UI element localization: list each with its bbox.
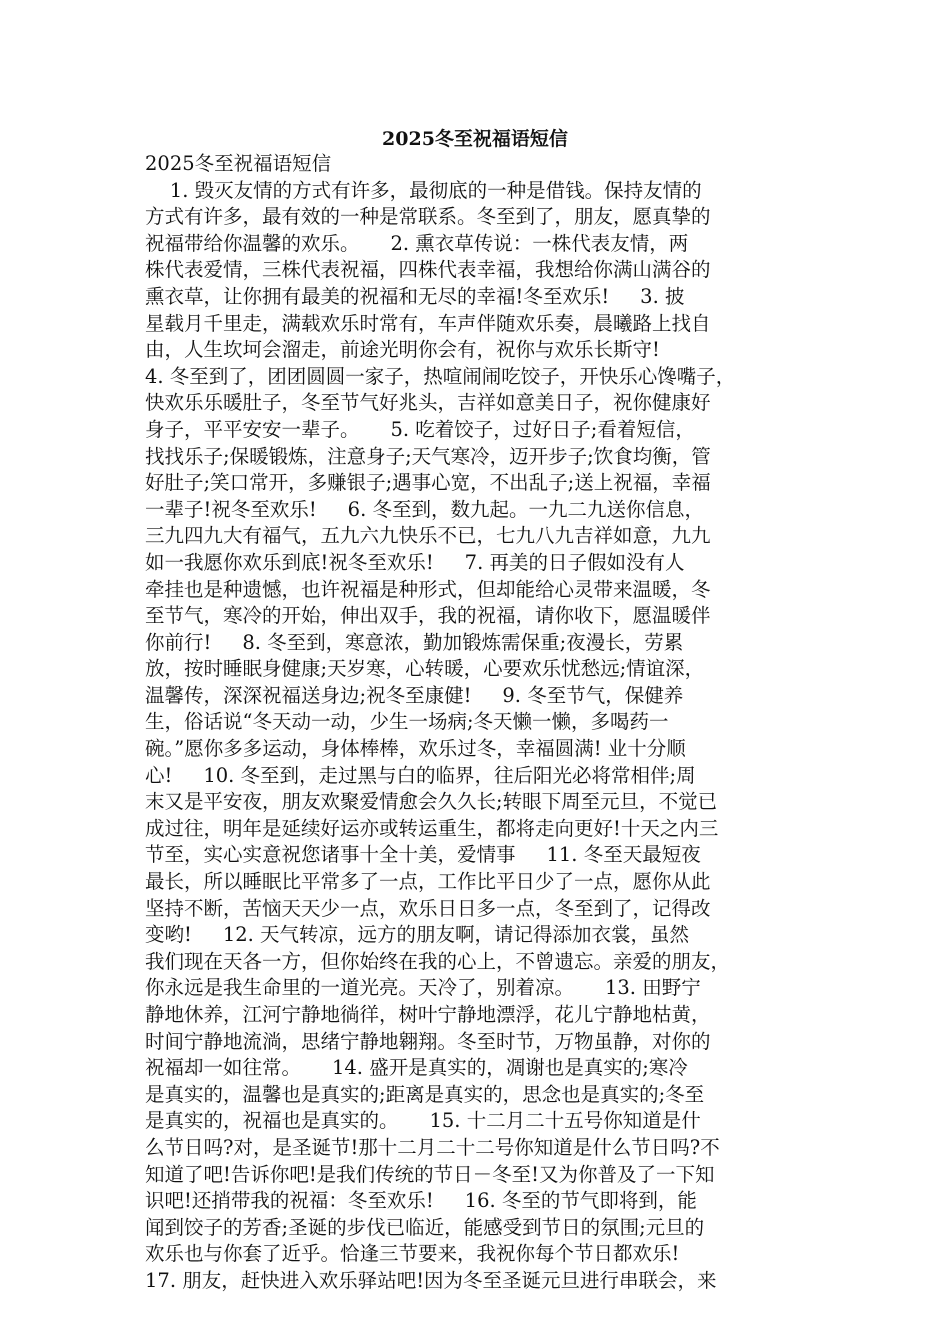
body-line: 17. 朋友，赶快进入欢乐驿站吧!因为冬至圣诞元旦进行串联会，来 (145, 1268, 717, 1292)
body-line: 时间宁静地流淌，思绪宁静地翱翔。冬至时节，万物虽静，对你的 (145, 1029, 711, 1053)
body-line: 星载月千里走，满载欢乐时常有，车声伴随欢乐奏，晨曦路上找自 (145, 311, 711, 335)
body-line: 放，按时睡眠身健康;天岁寒，心转暖，心要欢乐忧愁远;情谊深， (145, 657, 705, 681)
body-line: 末又是平安夜，朋友欢聚爱情愈会久久长;转眼下周至元旦，不觉已 (145, 790, 718, 814)
body-line: 你前行! 8. 冬至到，寒意浓，勤加锻炼需保重;夜漫长，劳累 (145, 630, 684, 654)
body-line: 一辈子!祝冬至欢乐! 6. 冬至到，数九起。一九二九送你信息， (145, 497, 704, 521)
body-line: 株代表爱情，三株代表祝福，四株代表幸福，我想给你满山满谷的 (145, 258, 711, 282)
body-line: 你永远是我生命里的一道光亮。天冷了，别着凉。 13. 田野宁 (145, 976, 701, 1000)
body-line: 闻到饺子的芳香;圣诞的步伐已临近，能感受到节日的氛围;元旦的 (145, 1215, 705, 1239)
body-line: 变哟! 12. 天气转凉，远方的朋友啊，请记得添加衣裳，虽然 (145, 923, 690, 947)
body-line: 识吧!还捎带我的祝福：冬至欢乐! 16. 冬至的节气即将到，能 (145, 1189, 697, 1213)
document-body (145, 151, 815, 1295)
body-line: 么节日吗?对，是圣诞节!那十二月二十二号你知道是什么节日吗?不 (145, 1135, 720, 1159)
body-line: 三九四九大有福气，五九六九快乐不已，七九八九吉祥如意，九九 (145, 524, 711, 548)
body-line: 知道了吧!告诉你吧!是我们传统的节日－冬至!又为你普及了一下知 (145, 1162, 715, 1186)
body-line: 2025冬至祝福语短信 (145, 152, 332, 175)
body-line: 由，人生坎坷会溜走，前途光明你会有，祝你与欢乐长斯守! (145, 338, 660, 362)
body-line: 1. 毁灭友情的方式有许多，最彻底的一种是借钱。保持友情的 (145, 178, 702, 202)
body-line: 是真实的，祝福也是真实的。 15. 十二月二十五号你知道是什 (145, 1109, 701, 1133)
body-line: 成过往，明年是延续好运亦或转运重生，都将走向更好!十天之内三 (145, 816, 719, 840)
body-line: 如一我愿你欢乐到底!祝冬至欢乐! 7. 再美的日子假如没有人 (145, 550, 685, 574)
body-line: 至节气，寒冷的开始，伸出双手，我的祝福，请你收下，愿温暖伴 (145, 604, 711, 628)
body-line: 快欢乐乐暖肚子，冬至节气好兆头，吉祥如意美日子，祝你健康好 (145, 391, 711, 415)
body-line: 心! 10. 冬至到，走过黑与白的临界，往后阳光必将常相伴;周 (145, 763, 696, 787)
document-title: 2025冬至祝福语短信 (382, 128, 568, 150)
body-line: 牵挂也是种遗憾，也许祝福是种形式，但却能给心灵带来温暖，冬 (145, 577, 711, 601)
body-line: 是真实的，温馨也是真实的;距离是真实的，思念也是真实的;冬至 (145, 1082, 705, 1106)
body-line: 方式有许多，最有效的一种是常联系。冬至到了，朋友，愿真挚的 (145, 205, 711, 229)
body-line: 碗。”愿你多多运动，身体棒棒，欢乐过冬，幸福圆满! 业十分顺 (145, 737, 686, 761)
body-line: 节至，实心实意祝您诸事十全十美，爱情事 11. 冬至天最短夜 (145, 843, 701, 867)
body-line: 静地休养，江河宁静地徜徉，树叶宁静地漂浮，花儿宁静地枯黄， (145, 1003, 711, 1026)
body-line: 温馨传，深深祝福送身边;祝冬至康健! 9. 冬至节气，保健养 (145, 683, 684, 707)
body-line: 好肚子;笑口常开，多赚银子;遇事心宽，不出乱子;送上祝福，幸福 (145, 471, 711, 495)
body-line: 最长，所以睡眠比平常多了一点，工作比平日少了一点，愿你从此 (145, 870, 711, 894)
body-line: 欢乐也与你套了近乎。恰逢三节要来，我祝你每个节日都欢乐! (145, 1242, 680, 1266)
body-line: 熏衣草，让你拥有最美的祝福和无尽的幸福!冬至欢乐! 3. 披 (145, 284, 685, 308)
body-line: 祝福带给你温馨的欢乐。 2. 熏衣草传说：一株代表友情，两 (145, 231, 689, 255)
body-line: 祝福却一如往常。 14. 盛开是真实的，凋谢也是真实的;寒冷 (145, 1056, 688, 1080)
body-line: 4. 冬至到了，团团圆圆一家子，热喧闹闹吃饺子，开快乐心馋嘴子， (145, 364, 736, 388)
body-line: 生，俗话说“冬天动一动，少生一场病;冬天懒一懒，多喝药一 (145, 710, 669, 734)
body-line: 身子，平平安安一辈子。 5. 吃着饺子，过好日子;看着短信， (145, 417, 695, 441)
body-line: 坚持不断，苦恼天天少一点，欢乐日日多一点，冬至到了，记得改 (145, 896, 711, 920)
body-line: 找找乐子;保暖锻炼，注意身子;天气寒冷，迈开步子;饮食均衡，管 (145, 444, 711, 468)
body-line: 我们现在天各一方，但你始终在我的心上，不曾遗忘。亲爱的朋友， (145, 949, 731, 973)
